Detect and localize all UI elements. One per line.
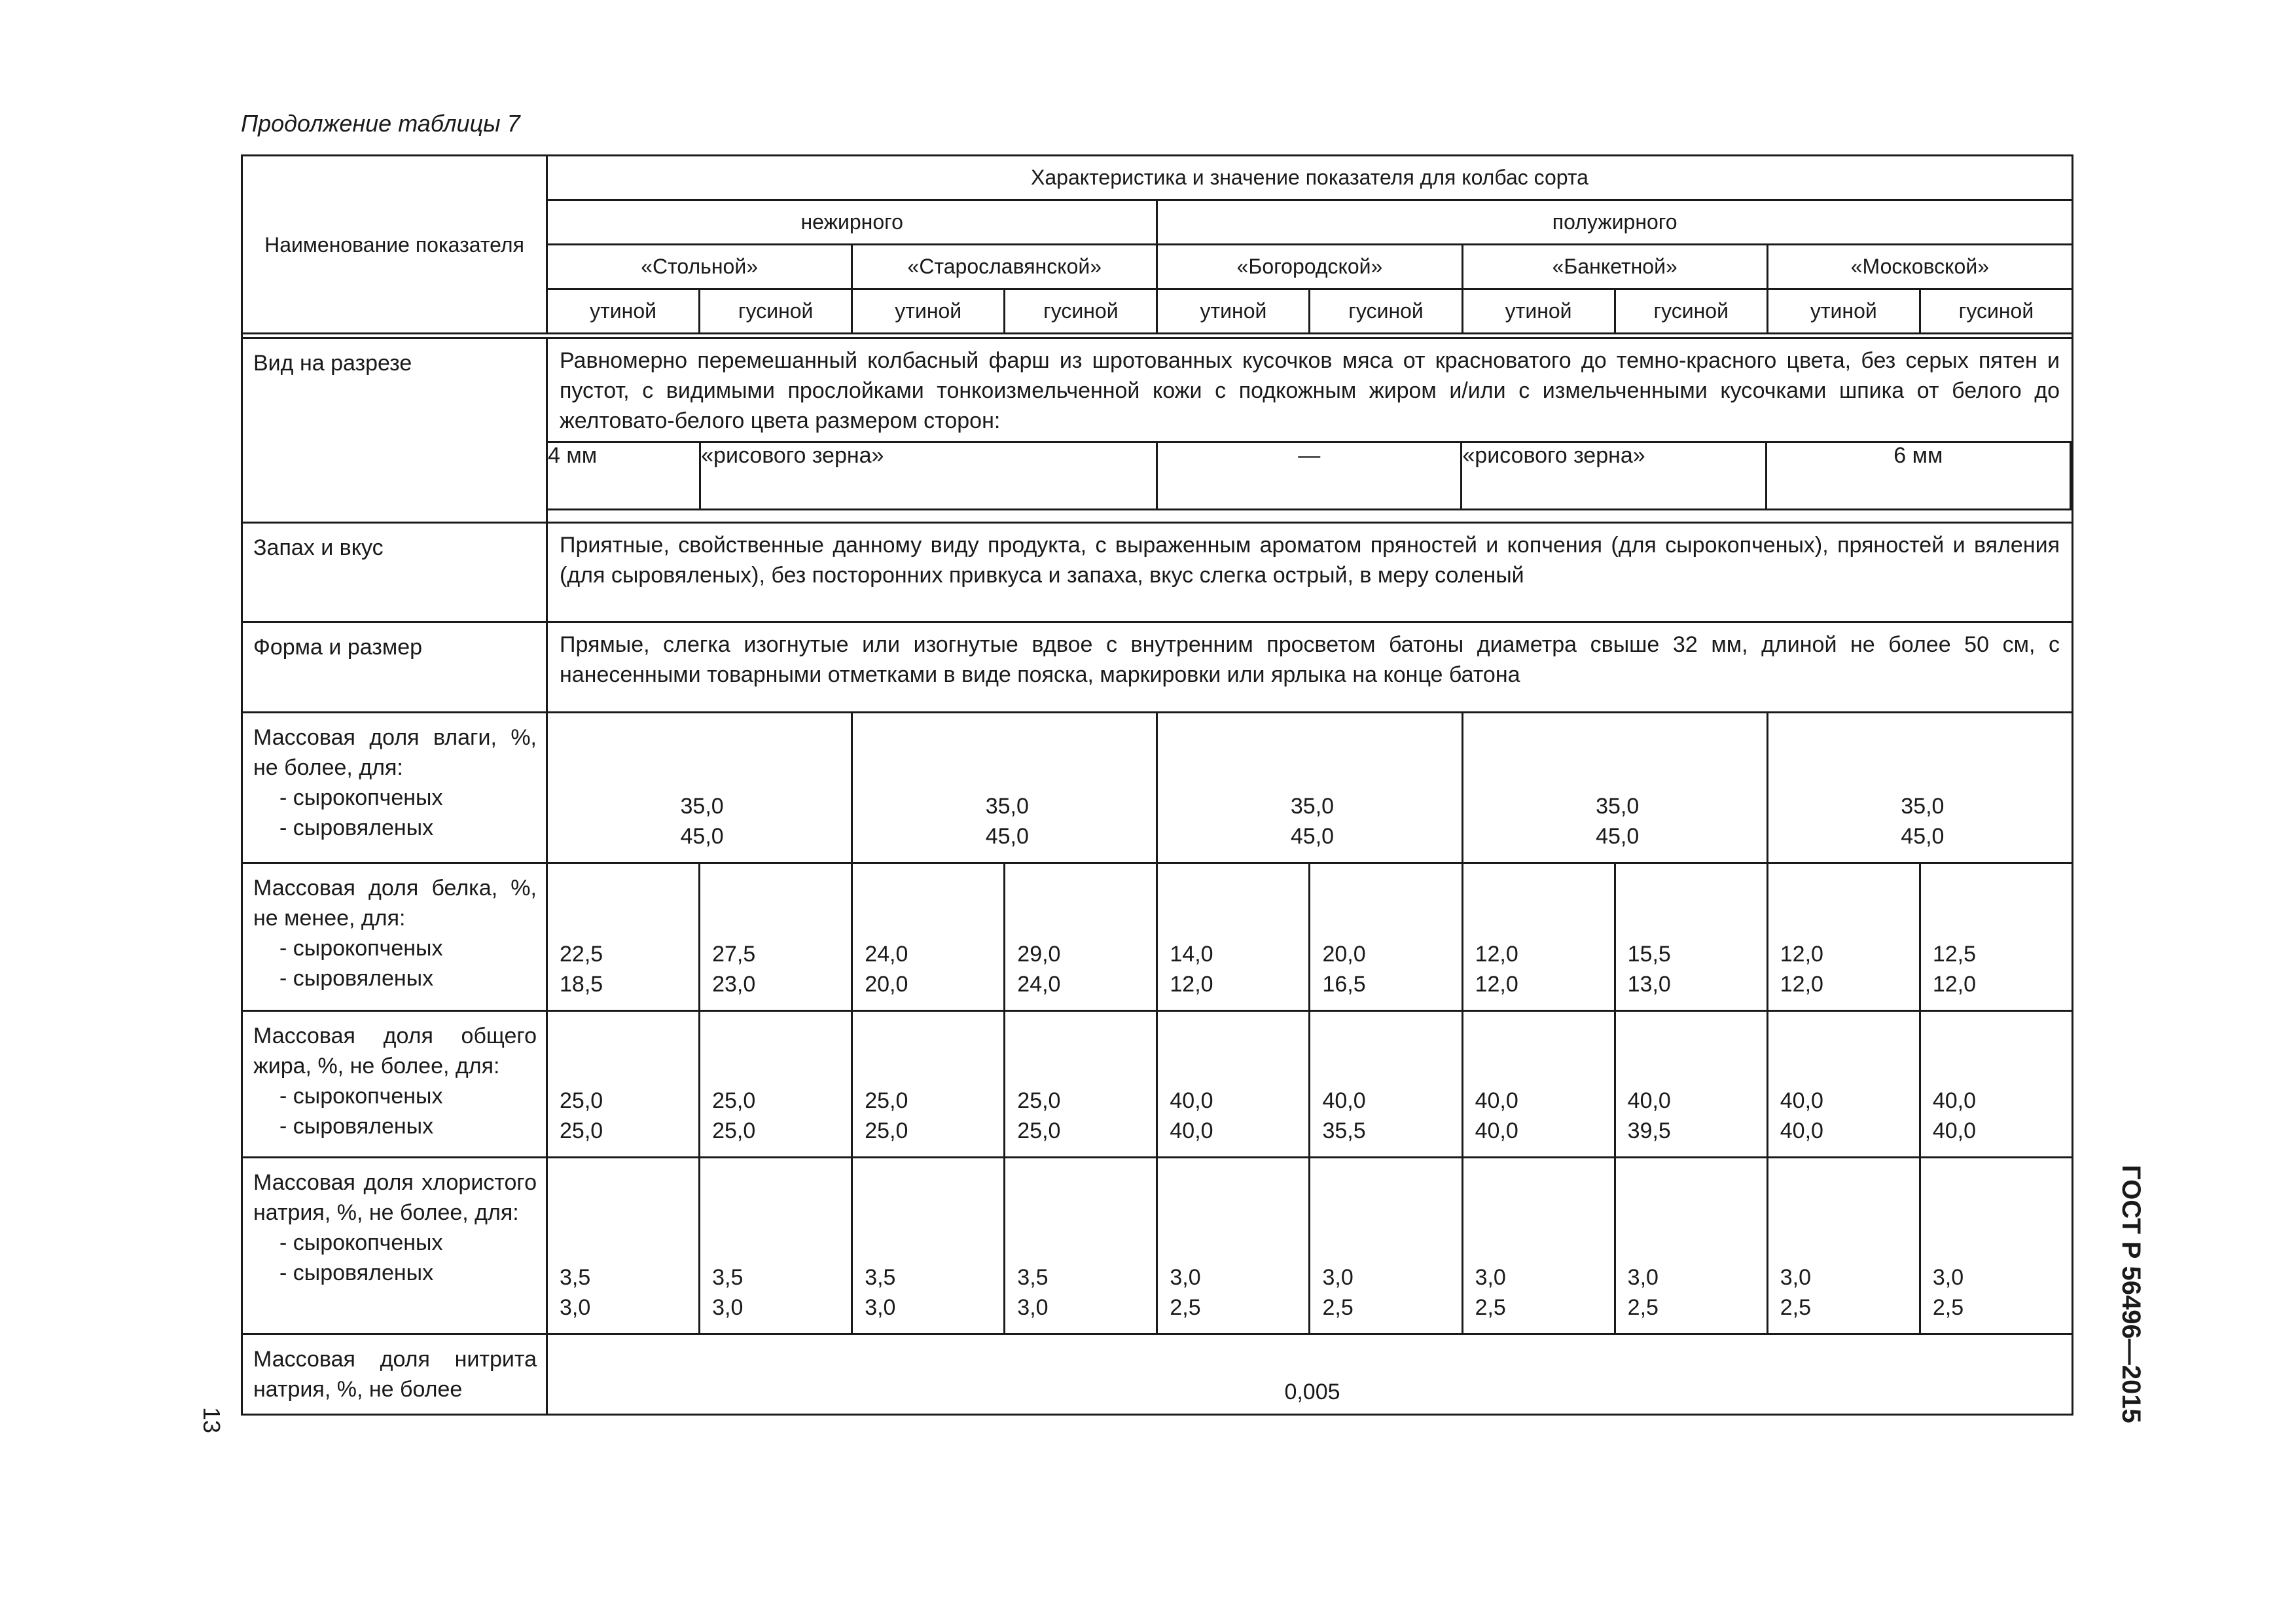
vid-size: «рисового зерна» [700,442,1157,510]
cell-value: 35,0 [1596,794,1640,819]
vlaga-cell [1767,713,2072,863]
cell-value: 40,0 [1780,1118,1823,1143]
cell-value: 20,0 [865,972,908,997]
cell-value: 35,0 [985,794,1029,819]
zhir-cell [852,1011,1005,1158]
cell-value: 45,0 [985,824,1029,849]
vid-sizes [548,441,2072,510]
natriy-cell [1615,1158,1767,1334]
vid-size: — [1157,442,1462,510]
cell-value: 3,0 [1170,1265,1201,1290]
cell-value: 3,5 [560,1265,591,1290]
natriy-cell [1920,1158,2072,1334]
cell-value: 45,0 [1901,824,1945,849]
vlaga-sub1: - сырокопченых [279,785,443,810]
cell-value: 3,0 [1932,1265,1964,1290]
cell-value: 12,0 [1475,972,1518,997]
vlaga-cell [1157,713,1462,863]
cell-value: 27,5 [712,942,756,967]
header-sub: утиной [852,289,1005,334]
cell-value: 3,0 [1322,1265,1354,1290]
row-vid-content [547,338,2073,523]
belok-cell [1462,863,1615,1011]
vlaga-title: Массовая доля влаги, %, не более, для: [253,725,537,780]
belok-cell [1615,863,1767,1011]
row-name-nitrit: Массовая доля нитрита натрия, %, не более [242,1334,547,1415]
row-name-vlaga [242,713,547,863]
header-sort: «Стольной» [547,245,852,289]
header-sort: «Банкетной» [1462,245,1767,289]
cell-value: 2,5 [1475,1295,1506,1320]
header-sub: гусиной [1310,289,1462,334]
cell-value: 3,5 [865,1265,896,1290]
cell-value: 29,0 [1017,942,1061,967]
natriy-title: Массовая доля хлористого натрия, %, не более, для: [253,1170,537,1225]
vlaga-cell [1462,713,1767,863]
cell-value: 35,5 [1322,1118,1366,1143]
cell-value: 40,0 [1475,1088,1518,1113]
header-name-col-text: Наименование показателя [264,232,524,257]
cell-value: 35,0 [680,794,724,819]
cell-value: 25,0 [560,1118,603,1143]
cell-value: 3,0 [712,1295,744,1320]
cell-value: 12,5 [1932,942,1977,967]
cell-value: 40,0 [1780,1088,1823,1113]
cell-value: 35,0 [1901,794,1945,819]
cell-value: 3,0 [1475,1265,1506,1290]
cell-value: 2,5 [1627,1295,1659,1320]
cell-value: 20,0 [1322,942,1366,967]
table-caption: Продолжение таблицы 7 [241,110,520,137]
cell-value: 40,0 [1322,1088,1366,1113]
vlaga-cell [852,713,1157,863]
belok-sub2: - сыровяленых [279,966,434,991]
zhir-cell [1767,1011,1920,1158]
cell-value: 22,5 [560,942,603,967]
cell-value: 25,0 [1017,1118,1061,1143]
side-title [2106,1165,2145,1440]
header-sub: утиной [1462,289,1615,334]
belok-cell [852,863,1005,1011]
requirements-table [241,154,2073,1416]
cell-value: 25,0 [865,1118,908,1143]
nitrit-value: 0,005 [547,1334,2073,1415]
cell-value: 3,0 [560,1295,591,1320]
zhir-cell [1157,1011,1310,1158]
zhir-cell [1615,1011,1767,1158]
header-top: Характеристика и значение показателя для колбас сорта [547,156,2073,200]
cell-value: 13,0 [1627,972,1671,997]
natriy-cell [1157,1158,1310,1334]
header-sort: «Московской» [1767,245,2072,289]
vlaga-cell [547,713,852,863]
natriy-sub1: - сырокопченых [279,1230,443,1255]
row-name-natriy [242,1158,547,1334]
cell-value: 25,0 [712,1088,756,1113]
belok-cell [1767,863,1920,1011]
cell-value: 40,0 [1170,1118,1213,1143]
header-sub: гусиной [700,289,852,334]
header-sub: утиной [547,289,700,334]
header-grade-nezhirny: нежирного [547,200,1157,245]
row-forma-text: Прямые, слегка изогнутые или изогнутые вдвое с внутренним просветом батоны диаметра свыше 32 мм, длиной не более 50 см, с нанесенными товарными отметками в виде пояска, маркировки или ярлыка на конце батона [547,622,2073,713]
cell-value: 12,0 [1170,972,1213,997]
page-number-text: 13 [198,1407,225,1434]
cell-value: 16,5 [1322,972,1366,997]
vid-text: Равномерно перемешанный колбасный фарш из шротованных кусочков мяса от красноватого до темно-красного цвета, без серых пятен и пустот, с видимыми прослойками тонкоизмельченной кожи с подкожным жиром и/или с измельченными кусочками шпика от белого до желтовато-белого цвета размером сторон: [560,348,2060,433]
cell-value: 25,0 [865,1088,908,1113]
cell-value: 3,5 [1017,1265,1049,1290]
belok-cell [1920,863,2072,1011]
cell-value: 45,0 [680,824,724,849]
cell-value: 24,0 [865,942,908,967]
belok-cell [547,863,700,1011]
cell-value: 40,0 [1932,1118,1977,1143]
row-name-zhir [242,1011,547,1158]
cell-value: 25,0 [712,1118,756,1143]
zhir-title: Массовая доля общего жира, %, не более, для: [253,1024,537,1079]
belok-cell [1157,863,1310,1011]
natriy-sub2: - сыровяленых [279,1260,434,1285]
header-sub: гусиной [1920,289,2072,334]
header-sort: «Богородской» [1157,245,1462,289]
cell-value: 12,0 [1932,972,1977,997]
cell-value: 18,5 [560,972,603,997]
belok-cell [1005,863,1157,1011]
cell-value: 3,0 [865,1295,896,1320]
cell-value: 14,0 [1170,942,1213,967]
cell-value: 40,0 [1475,1118,1518,1143]
vid-size: «рисового зерна» [1462,442,1766,510]
cell-value: 15,5 [1627,942,1671,967]
row-name-zapah: Запах и вкус [242,523,547,622]
vlaga-sub2: - сыровяленых [279,815,434,840]
cell-value: 40,0 [1932,1088,1977,1113]
page-number [196,1407,229,1446]
natriy-cell [1005,1158,1157,1334]
natriy-cell [1767,1158,1920,1334]
header-separator [242,334,2073,338]
side-title-text: ГОСТ Р 56496—2015 [2117,1165,2145,1423]
zhir-sub1: - сырокопченых [279,1084,443,1109]
header-grade-poluzhirny: полужирного [1157,200,2073,245]
header-name-col [242,156,547,334]
cell-value: 35,0 [1290,794,1335,819]
cell-value: 23,0 [712,972,756,997]
cell-value: 3,0 [1780,1265,1812,1290]
natriy-cell [1462,1158,1615,1334]
header-sub: гусиной [1615,289,1767,334]
belok-cell [1310,863,1462,1011]
header-sub: утиной [1157,289,1310,334]
vid-size: 6 мм [1766,442,2070,510]
cell-value: 12,0 [1780,942,1823,967]
belok-sub1: - сырокопченых [279,936,443,961]
cell-value: 40,0 [1170,1088,1213,1113]
natriy-cell [852,1158,1005,1334]
cell-value: 12,0 [1475,942,1518,967]
cell-value: 3,0 [1017,1295,1049,1320]
natriy-cell [700,1158,852,1334]
cell-value: 40,0 [1627,1088,1671,1113]
row-name-forma: Форма и размер [242,622,547,713]
cell-value: 2,5 [1170,1295,1201,1320]
cell-value: 25,0 [560,1088,603,1113]
cell-value: 2,5 [1322,1295,1354,1320]
zhir-sub2: - сыровяленых [279,1114,434,1139]
cell-value: 2,5 [1932,1295,1964,1320]
header-sub: утиной [1767,289,1920,334]
natriy-cell [1310,1158,1462,1334]
zhir-cell [1920,1011,2072,1158]
zhir-cell [1462,1011,1615,1158]
belok-title: Массовая доля белка, %, не менее, для: [253,876,537,931]
belok-cell [700,863,852,1011]
header-sub: гусиной [1005,289,1157,334]
vid-size: 4 мм [548,442,700,510]
cell-value: 39,5 [1627,1118,1671,1143]
cell-value: 45,0 [1290,824,1335,849]
row-zapah-text: Приятные, свойственные данному виду продукта, с выраженным ароматом пряностей и копчения (для сырокопченых), пряностей и вяления (для сыровяленых), без посторонних привкуса и запаха, вкус слегка острый, в меру соленый [547,523,2073,622]
row-name-belok [242,863,547,1011]
natriy-cell [547,1158,700,1334]
cell-value: 12,0 [1780,972,1823,997]
cell-value: 2,5 [1780,1295,1812,1320]
cell-value: 45,0 [1596,824,1640,849]
cell-value: 3,0 [1627,1265,1659,1290]
zhir-cell [547,1011,700,1158]
header-sort: «Старославянской» [852,245,1157,289]
cell-value: 24,0 [1017,972,1061,997]
zhir-cell [1005,1011,1157,1158]
cell-value: 3,5 [712,1265,744,1290]
row-name-vid: Вид на разрезе [242,338,547,523]
zhir-cell [1310,1011,1462,1158]
cell-value: 25,0 [1017,1088,1061,1113]
zhir-cell [700,1011,852,1158]
